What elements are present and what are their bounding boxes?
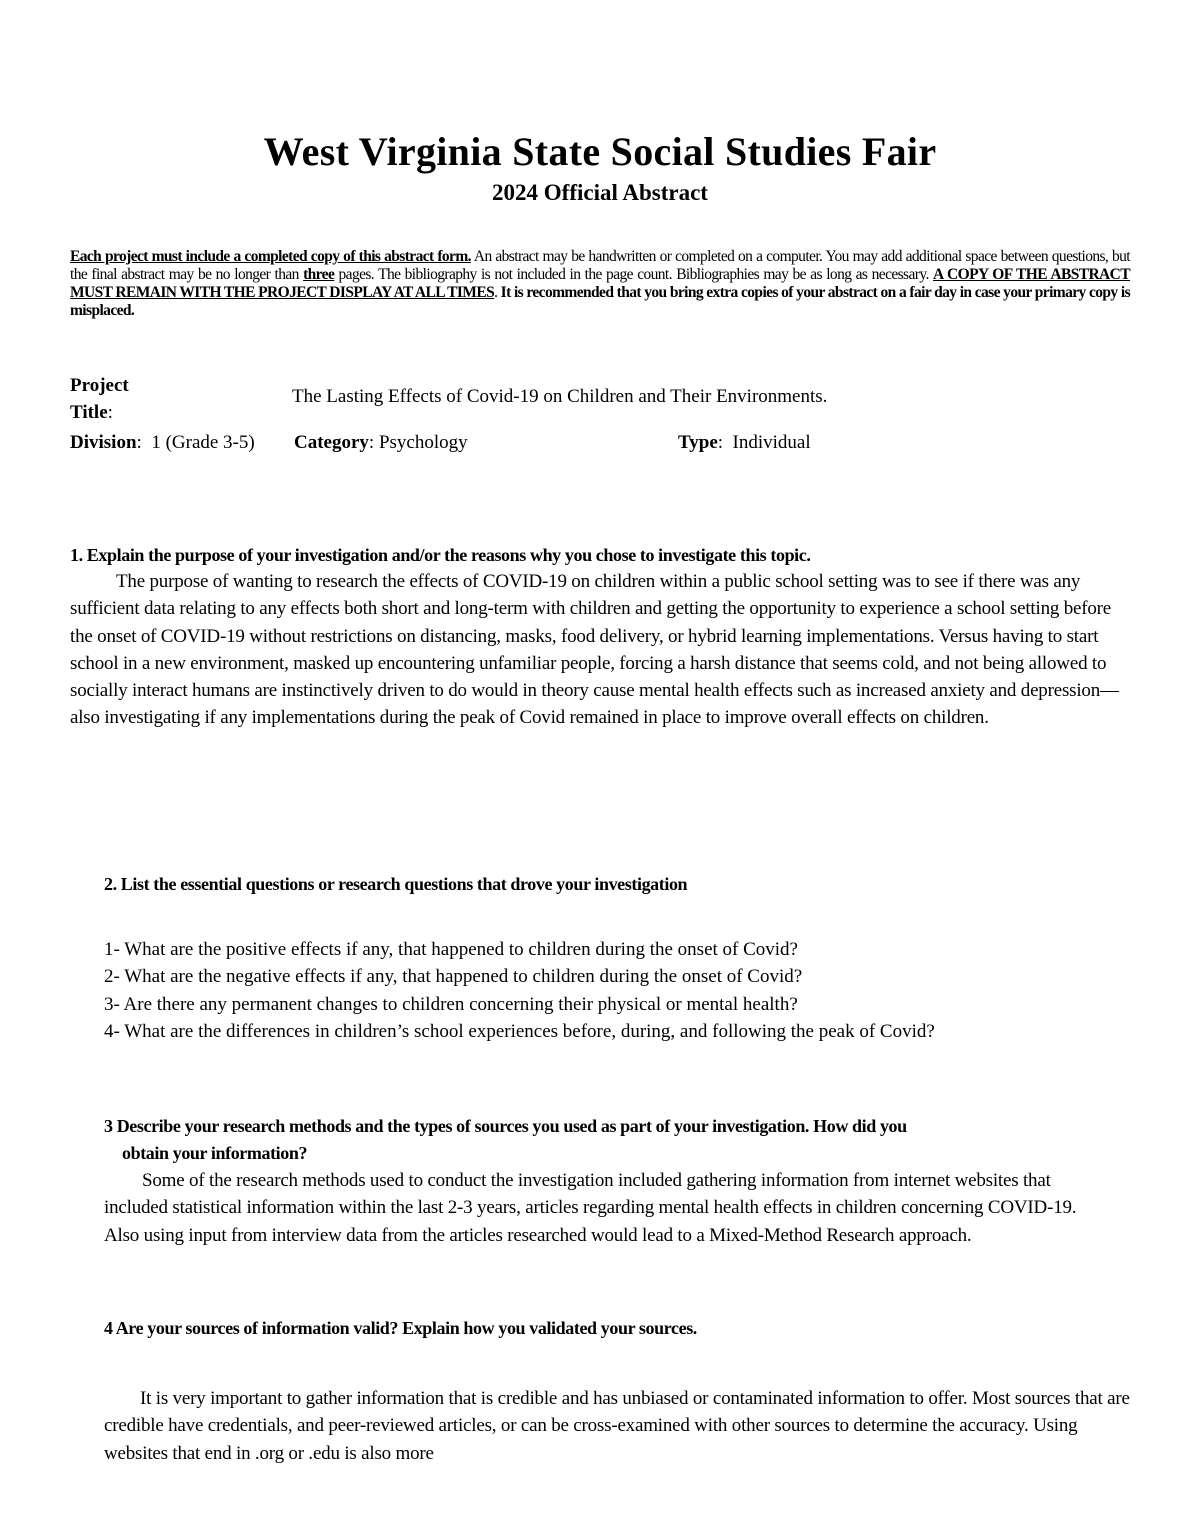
page-title: West Virginia State Social Studies Fair: [263, 129, 937, 174]
instructions-caps-warning: A COPY OF THE ABSTRACT MUST REMAIN WITH THE PROJECT DISPLAY AT ALL TIMES: [70, 266, 1130, 301]
instructions-dot: .: [494, 284, 501, 301]
list-item: 4- What are the differences in children’s school experiences before, during, and following the peak of Covid?: [104, 1020, 935, 1042]
question-4-answer: It is very important to gather information that is credible and has unbiased or contaminated information to offer. Most sources that are credible have credentials, and peer-reviewed articles, or can be cross-examined with other sources to determine the accuracy. Using websites that end in .org or .edu is also more: [104, 1388, 1130, 1464]
division-field: Division: 1 (Grade 3-5): [70, 432, 255, 453]
question-4-heading: 4 Are your sources of information valid? Explain how you validated your sources.: [104, 1318, 697, 1338]
question-3-heading-cont: obtain your information?: [122, 1143, 308, 1163]
question-2-heading: 2. List the essential questions or research questions that drove your investigation: [104, 874, 688, 894]
instructions-body-2: pages. The bibliography is not included in the page count. Bibliographies may be as long as necessary.: [334, 266, 934, 283]
list-item: 2- What are the negative effects if any, that happened to children during the onset of Covid?: [104, 966, 803, 988]
instructions-paragraph: [70, 248, 1130, 320]
list-item: 1- What are the positive effects if any, that happened to children during the onset of Covid?: [104, 939, 798, 960]
question-1-heading: 1. Explain the purpose of your investigation and/or the reasons why you chose to investigate this topic.: [70, 545, 811, 565]
instructions-lead: Each project must include a completed copy of this abstract form.: [70, 248, 471, 265]
type-label: Type: [678, 432, 718, 453]
division-value: 1 (Grade 3-5): [151, 432, 255, 453]
question-3-heading: 3 Describe your research methods and the types of sources you used as part of your investigation. How did you: [104, 1116, 907, 1136]
type-value: Individual: [732, 432, 811, 453]
division-label: Division: [70, 432, 137, 453]
category-field: Category: Psychology: [294, 432, 468, 453]
instructions-recommendation: It is recommended that you bring extra copies of your abstract on a fair day in case your primary copy is misplaced.: [70, 284, 1130, 319]
list-item: 3- Are there any permanent changes to children concerning their physical or mental health?: [104, 993, 798, 1015]
page-subtitle: 2024 Official Abstract: [492, 180, 708, 205]
instructions-three: three: [303, 266, 335, 283]
category-label: Category: [294, 432, 369, 453]
question-3-answer: Some of the research methods used to conduct the investigation included gathering information from internet websites that included statistical information within the last 2-3 years, articles regarding mental health effects in children concerning COVID-19. Also using input from interview data from the articles researched would lead to a Mixed-Method Research approach.: [104, 1170, 1077, 1246]
question-1-answer: The purpose of wanting to research the effects of COVID-19 on children within a public school setting was to see if there was any sufficient data relating to any effects both short and long-term with children and getting the opportunity to experience a school setting before the onset of COVID-19 without restrictions on distancing, masks, food delivery, or hybrid learning implementations. Versus having to start school in a new environment, masked up encountering unfamiliar people, forcing a harsh distance that seems cold, and not being allowed to socially interact humans are instinctively driven to do would in theory cause mental health effects such as increased anxiety and depression—also investigating if any implementations during the peak of Covid remained in place to improve overall effects on children.: [70, 571, 1119, 729]
category-value: Psychology: [378, 432, 468, 453]
research-questions-list: [104, 936, 1104, 1045]
project-title-value: The Lasting Effects of Covid-19 on Children and Their Environments.: [292, 386, 828, 407]
instructions-body-1: An abstract may be handwritten or completed on a computer. You may add additional space between questions, but the final abstract may be no longer than: [70, 248, 1130, 283]
project-title-label: Project Title:: [70, 375, 129, 423]
type-field: Type: Individual: [678, 432, 811, 453]
